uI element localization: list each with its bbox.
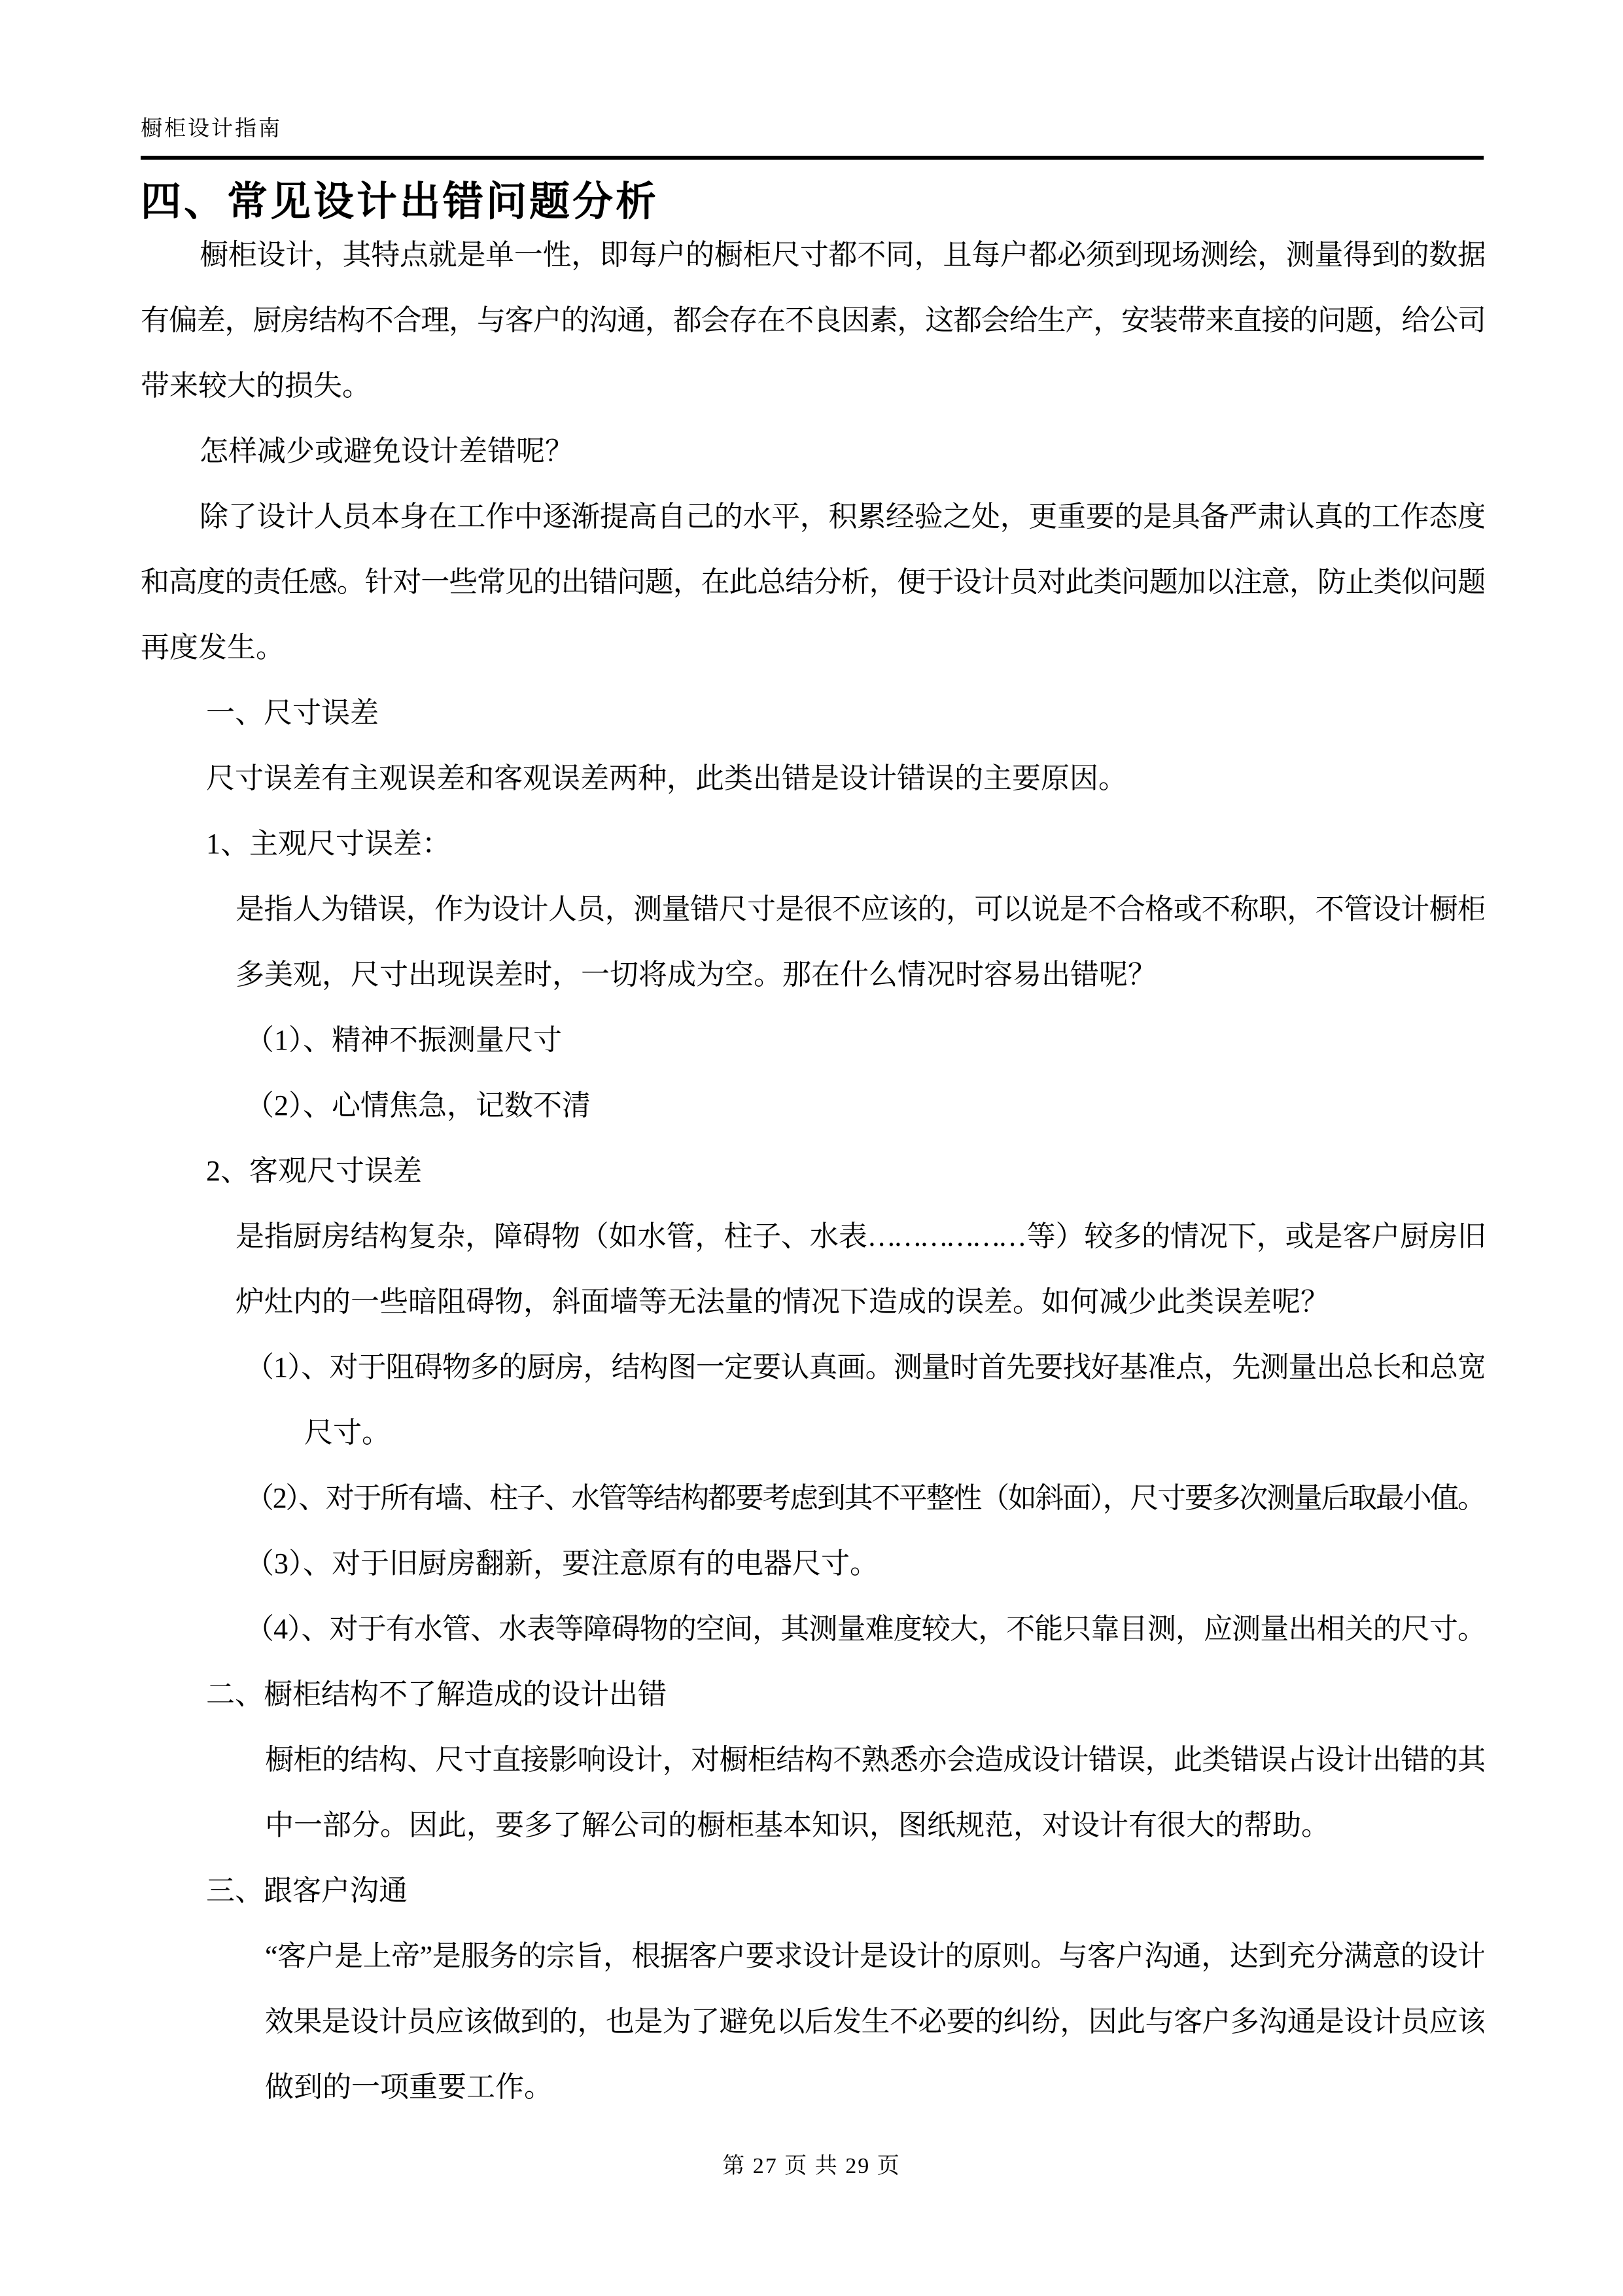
- text-line: 带来较大的损失。: [141, 370, 371, 402]
- text-line: 尺寸。: [304, 1417, 391, 1449]
- document-body: [141, 222, 1484, 2120]
- text-line: 有偏差，厨房结构不合理，与客户的沟通，都会存在不良因素，这都会给生产，安装带来直接的问题，给公司: [141, 304, 1484, 336]
- list-item: （2）、对于所有墙、柱子、水管等结构都要考虑到其不平整性（如斜面），尺寸要多次测量后取最小值。: [245, 1482, 1484, 1514]
- text-line: 怎样减少或避免设计差错呢？: [200, 435, 574, 467]
- page-number-text: 第 27 页 共 29 页: [722, 2154, 901, 2178]
- text-line: 橱柜的结构、尺寸直接影响设计，对橱柜结构不熟悉亦会造成设计错误，此类错误占设计出错的其: [265, 1744, 1484, 1776]
- section-heading: 二、橱柜结构不了解造成的设计出错: [206, 1678, 667, 1710]
- page-title: 四、常见设计出错问题分析: [141, 179, 659, 224]
- text-line: 和高度的责任感。针对一些常见的出错问题，在此总结分析，便于设计员对此类问题加以注意，防止类似问题: [141, 566, 1484, 598]
- sub-heading: 1、主观尺寸误差：: [206, 828, 451, 860]
- text-line: 炉灶内的一些暗阻碍物，斜面墙等无法量的情况下造成的误差。如何减少此类误差呢？: [236, 1286, 1329, 1318]
- section-heading: 一、尺寸误差: [206, 697, 379, 729]
- text-line: 橱柜设计，其特点就是单一性，即每户的橱柜尺寸都不同，且每户都必须到现场测绘，测量得到的数据: [200, 239, 1484, 271]
- text-line: 多美观，尺寸出现误差时，一切将成为空。那在什么情况时容易出错呢？: [236, 959, 1157, 991]
- list-item: （3）、对于旧厨房翻新，要注意原有的电器尺寸。: [245, 1547, 879, 1580]
- text-line: 中一部分。因此，要多了解公司的橱柜基本知识，图纸规范，对设计有很大的帮助。: [265, 1809, 1330, 1841]
- sub-heading: 2、客观尺寸误差: [206, 1155, 422, 1187]
- section-heading: 三、跟客户沟通: [206, 1875, 408, 1907]
- text-line: 尺寸误差有主观误差和客观误差两种，此类出错是设计错误的主要原因。: [206, 762, 1127, 794]
- text-line: 效果是设计员应该做到的，也是为了避免以后发生不必要的纠纷，因此与客户多沟通是设计员应该: [265, 2005, 1484, 2038]
- text-line: 再度发生。: [141, 631, 285, 663]
- page-footer: [0, 2147, 1623, 2180]
- page-header: 橱柜设计指南: [141, 117, 282, 141]
- text-line: 是指人为错误，作为设计人员，测量错尺寸是很不应该的，可以说是不合格或不称职，不管设计橱柜: [236, 893, 1484, 925]
- header-rule: [141, 156, 1484, 160]
- list-item: （2）、心情焦急，记数不清: [245, 1089, 591, 1122]
- list-item: （1）、对于阻碍物多的厨房，结构图一定要认真画。测量时首先要找好基准点，先测量出总长和总宽: [245, 1351, 1484, 1383]
- list-item: （4）、对于有水管、水表等障碍物的空间，其测量难度较大，不能只靠目测，应测量出相关的尺寸。: [245, 1613, 1484, 1645]
- text-line: 是指厨房结构复杂，障碍物（如水管，柱子、水表………………等）较多的情况下，或是客户厨房旧: [236, 1220, 1484, 1252]
- text-line: 除了设计人员本身在工作中逐渐提高自己的水平，积累经验之处，更重要的是具备严肃认真的工作态度: [200, 501, 1484, 533]
- list-item: （1）、精神不振测量尺寸: [245, 1024, 562, 1056]
- text-line: “客户是上帝”是服务的宗旨，根据客户要求设计是设计的原则。与客户沟通，达到充分满意的设计: [265, 1940, 1484, 1972]
- text-line: 做到的一项重要工作。: [265, 2071, 553, 2103]
